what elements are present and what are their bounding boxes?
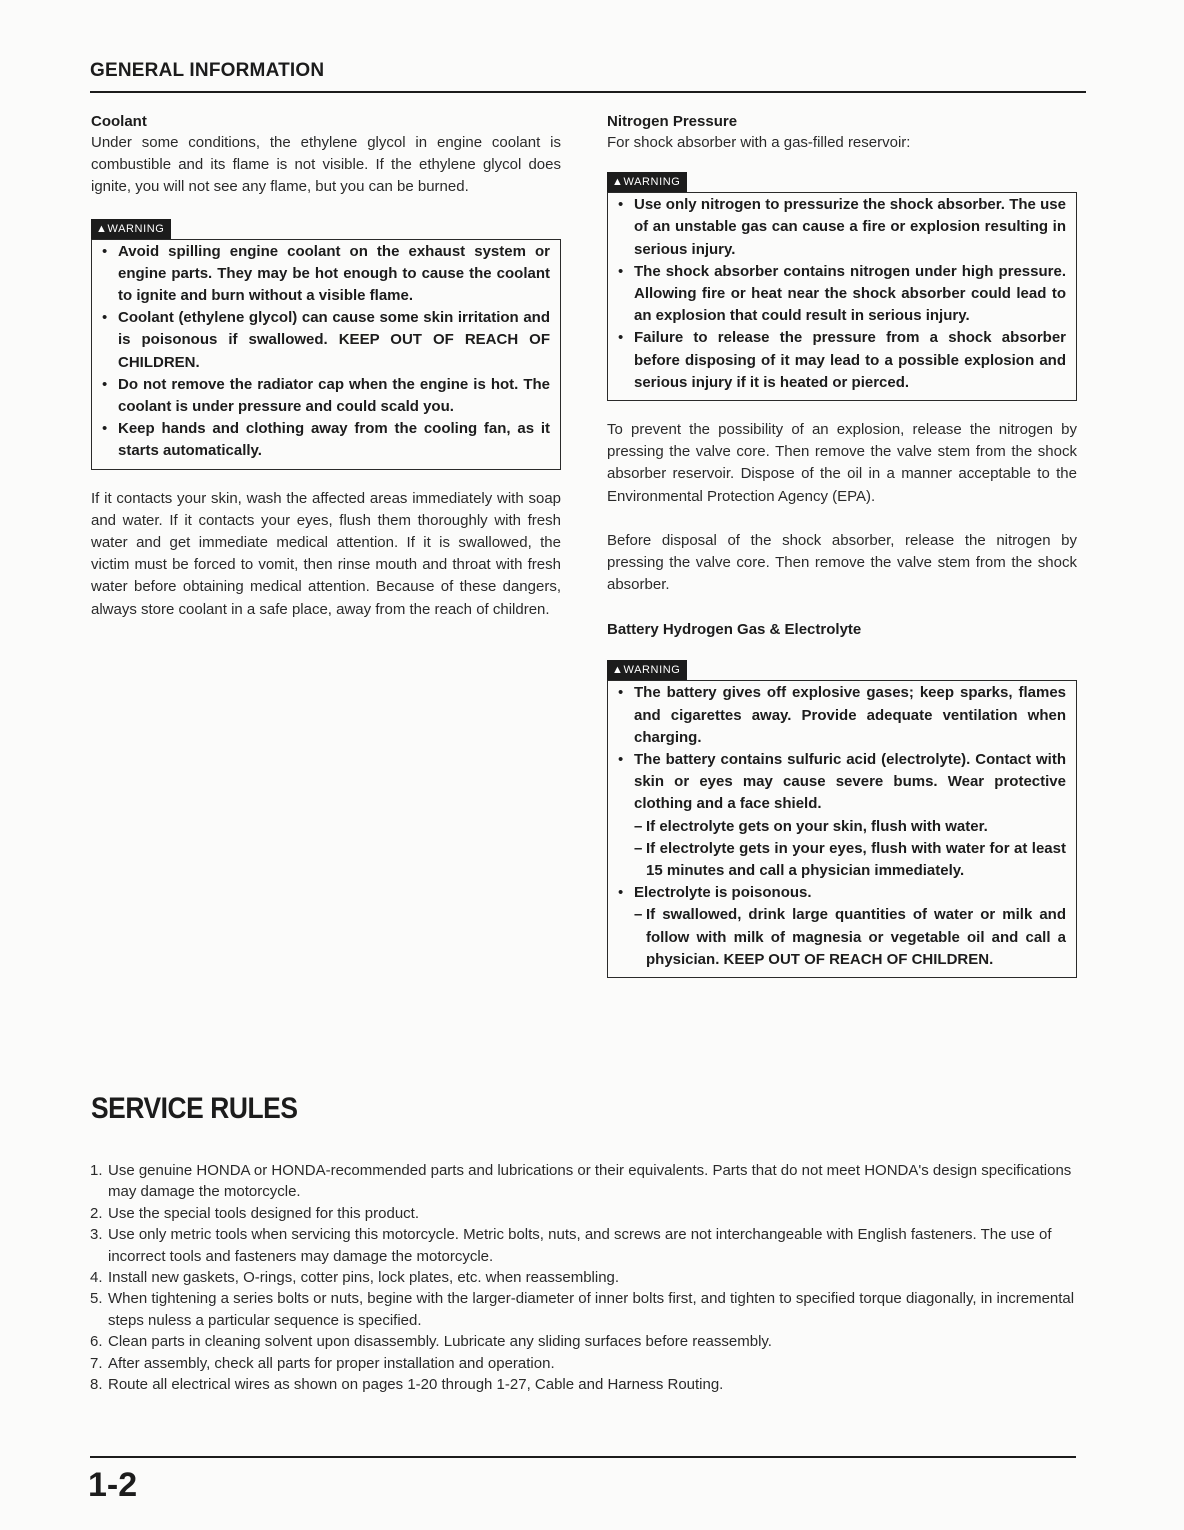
warning-item: • The battery gives off explosive gases; keep sparks, flames and cigarettes away. Provide adequate ventilation when charging. — [618, 684, 1066, 746]
header-divider — [90, 91, 1086, 93]
warning-item: • Keep hands and clothing away from the cooling fan, as it starts automatically. — [102, 420, 550, 460]
warning-triangle-icon: ▲ — [96, 222, 108, 235]
warning-tag: ▲WARNING — [91, 219, 171, 239]
warning-sub-item: – If electrolyte gets on your skin, flush with water. — [634, 817, 988, 835]
warning-item: • Failure to release the pressure from a shock absorber before disposing of it may lead to a possible explosion and serious injury if it is heated or pierced. — [618, 329, 1066, 391]
section-header: GENERAL INFORMATION — [90, 60, 325, 81]
warning-item: • The shock absorber contains nitrogen under high pressure. Allowing fire or heat near the shock absorber could lead to an explosion that could result in serious injury. — [618, 262, 1066, 325]
list-item: 7. After assembly, check all parts for proper installation and operation. — [90, 1354, 555, 1372]
warning-sub-item: – If swallowed, drink large quantities of water or milk and follow with milk of magnesia or vegetable oil and call a physician. KEEP OUT OF REACH OF CHILDREN. — [634, 906, 1066, 968]
nitrogen-intro: For shock absorber with a gas-filled reservoir: — [607, 134, 911, 151]
left-column — [91, 112, 561, 621]
footer-divider — [90, 1456, 1076, 1458]
warning-item: • Electrolyte is poisonous. – If swallowed, drink large quantities of water or milk and follow with milk of magnesia or vegetable oil and call a physician. KEEP OUT OF REACH OF CHILDREN. — [616, 882, 1066, 971]
warning-tag: ▲WARNING — [607, 660, 687, 680]
warning-triangle-icon: ▲ — [612, 664, 624, 677]
list-item: 3. Use only metric tools when servicing this motorcycle. Metric bolts, nuts, and screws are not interchangeable with English fasteners. The use of incorrect tools and fasteners may damage the motorcycle. — [90, 1226, 1052, 1265]
list-item: 5. When tightening a series bolts or nuts, begine with the larger-diameter of inner bolts first, and tighten to specified torque diagonally, in incremental steps nuless a particular sequence is specified. — [90, 1290, 1075, 1329]
nitrogen-heading: Nitrogen Pressure — [607, 113, 738, 130]
nitrogen-disposal-paragraph: Before disposal of the shock absorber, release the nitrogen by pressing the valve core. Then remove the valve stem from the shock absorber. — [607, 531, 1077, 594]
service-rules-list — [90, 1160, 1080, 1395]
warning-box — [607, 680, 1077, 978]
list-item: 2. Use the special tools designed for this product. — [90, 1204, 420, 1222]
warning-item: • Use only nitrogen to pressurize the shock absorber. The use of an unstable gas can cause a fire or explosion resulting in serious injury. — [618, 196, 1066, 258]
warning-item: • Avoid spilling engine coolant on the exhaust system or engine parts. They may be hot enough to cause the coolant to ignite and burn without a visible flame. — [102, 242, 550, 305]
warning-triangle-icon: ▲ — [612, 176, 624, 189]
battery-heading: Battery Hydrogen Gas & Electrolyte — [607, 621, 862, 639]
list-item: 8. Route all electrical wires as shown on pages 1-20 through 1-27, Cable and Harness Routing. — [90, 1376, 724, 1394]
warning-item: • The battery contains sulfuric acid (electrolyte). Contact with skin or eyes may cause severe bums. Wear protective clothing and a face shield. – If electrolyte gets on your skin, flush with water. – If electrolyte gets in your eyes, flush with water for at least 15 minutes and call a physician immediately. — [616, 749, 1066, 882]
warning-box — [607, 192, 1077, 401]
nitrogen-release-paragraph: To prevent the possibility of an explosion, release the nitrogen by pressing the valve core. Then remove the valve stem from the shock absorber reservoir. Dispose of the oil in a manner acceptable to the Environmental Protection Agency (EPA). — [607, 421, 1077, 505]
warning-item: • Do not remove the radiator cap when the engine is hot. The coolant is under pressure and could scald you. — [102, 375, 550, 416]
coolant-heading: Coolant — [91, 113, 147, 130]
list-item: 6. Clean parts in cleaning solvent upon disassembly. Lubricate any sliding surfaces before reassembly. — [90, 1333, 772, 1351]
warning-tag: ▲WARNING — [607, 172, 687, 192]
nitrogen-warning — [607, 172, 1077, 401]
coolant-warning — [91, 219, 561, 470]
list-item: 1. Use genuine HONDA or HONDA-recommended parts and lubrications or their equivalents. Parts that do not meet HONDA's design specifications may damage the motorcycle. — [90, 1162, 1072, 1201]
warning-item: • Coolant (ethylene glycol) can cause some skin irritation and is poisonous if swallowed. KEEP OUT OF REACH OF CHILDREN. — [102, 309, 550, 371]
coolant-first-aid: If it contacts your skin, wash the affected areas immediately with soap and water. If it contacts your eyes, flush them thoroughly with fresh water and get immediate medical attention. If it is swallowed, the victim must be forced to vomit, then rinse mouth and throat with fresh water before obtaining medical attention. Because of these dangers, always store coolant in a safe place, away from the reach of children. — [91, 489, 561, 618]
list-item: 4. Install new gaskets, O-rings, cotter pins, lock plates, etc. when reassembling. — [90, 1269, 620, 1287]
battery-warning — [607, 660, 1077, 978]
service-rules-title: SERVICE RULES — [91, 1092, 298, 1125]
warning-sub-item: – If electrolyte gets in your eyes, flush with water for at least 15 minutes and call a physician immediately. — [634, 839, 1066, 880]
coolant-intro: Under some conditions, the ethylene glycol in engine coolant is combustible and its flame is not visible. If the ethylene glycol does ignite, you will not see any flame, but you can be burned. — [91, 134, 561, 196]
page-number: 1-2 — [88, 1466, 138, 1504]
right-column — [607, 112, 1077, 978]
warning-box — [91, 239, 561, 470]
